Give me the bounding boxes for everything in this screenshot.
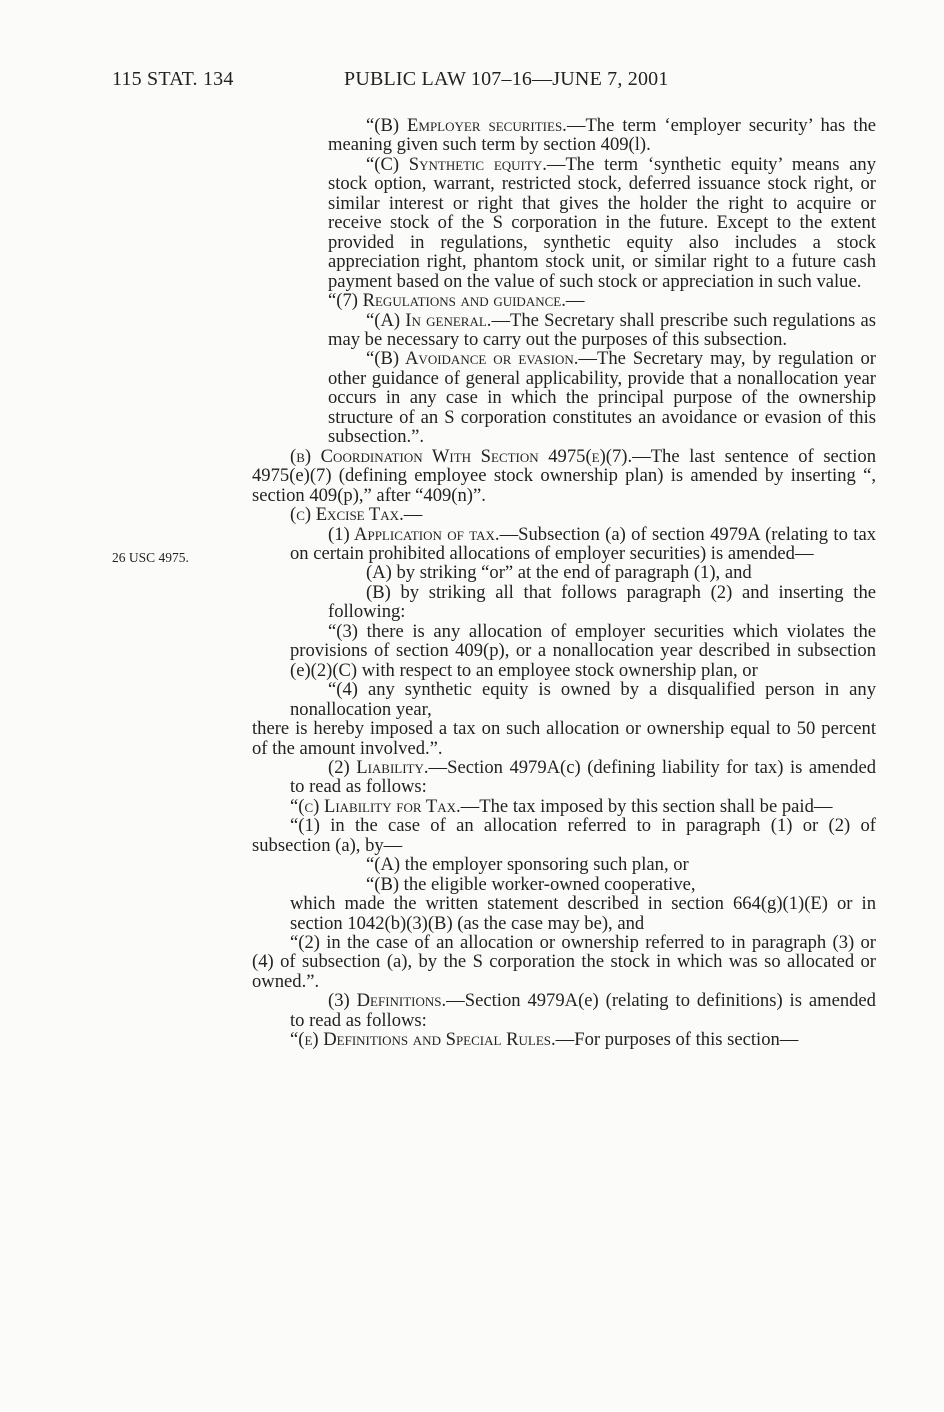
paragraph-text: —Subsection (a) of section 4979A (relating to tax on certain prohibited allocations of employer securities) is amended— (290, 523, 876, 564)
paragraph-text: —The last sentence of section 4975(e)(7) (defining employee stock ownership plan) is amended by inserting “, section 409(p),” after “409(n)”. (252, 445, 876, 506)
paragraph-text: —The tax imposed by this section shall be paid— (460, 795, 833, 817)
paragraph (252, 311, 876, 350)
paragraph-text: —The term ‘employer security’ has the meaning given such term by section 409(l). (328, 115, 876, 156)
paragraph: “(4) any synthetic equity is owned by a disqualified person in any nonallocation year, (290, 679, 876, 720)
paragraph-heading: “(B) Employer securities. (366, 115, 567, 136)
running-header: PUBLIC LAW 107–16—JUNE 7, 2001 (344, 68, 669, 90)
paragraph: “(1) in the case of an allocation referred to in paragraph (1) or (2) of subsection (a), by— (252, 815, 876, 856)
paragraph (252, 349, 876, 446)
statute-body (252, 116, 876, 1050)
paragraph-text: — (565, 290, 585, 312)
paragraph: “(A) the employer sponsoring such plan, or (366, 854, 689, 876)
paragraph-text: —The term ‘synthetic equity’ means any stock option, warrant, restricted stock, deferred issuance stock right, or similar interest or right that gives the holder the right to acquire or receive stock of the S corporation in the future. Except to the extent provided in regulations, synthetic equity also includes a stock appreciation right, phantom stock unit, or similar right to a future cash payment based on the value of such stock or appreciation in such value. (328, 153, 876, 292)
paragraph-heading: “(B) Avoidance or evasion. (366, 348, 579, 370)
paragraph: (A) by striking “or” at the end of paragraph (1), and (366, 562, 752, 584)
paragraph-text: — (403, 504, 423, 526)
paragraph: “(B) the eligible worker-owned cooperative, (366, 873, 696, 895)
paragraph (252, 155, 876, 291)
paragraph-heading: (1) Application of tax. (328, 523, 500, 545)
paragraph (252, 758, 876, 797)
paragraph-heading: (3) Definitions. (328, 990, 447, 1012)
paragraph-heading: “(A) In general. (366, 309, 492, 331)
paragraph-heading: “(7) Regulations and guidance. (328, 290, 566, 312)
paragraph (252, 991, 876, 1030)
paragraph-heading: (b) Coordination With Section 4975(e)(7). (290, 445, 633, 467)
paragraph: “(3) there is any allocation of employer securities which violates the provisions of section 409(p), or a nonallocation year described in subsection (e)(2)(C) with respect to an employee stock ownership plan, or (290, 620, 876, 681)
paragraph-heading: “(c) Liability for Tax. (290, 795, 461, 817)
paragraph-text: —For purposes of this section— (555, 1029, 799, 1051)
paragraph (252, 1030, 876, 1049)
paragraph (252, 525, 876, 564)
paragraph-text: —The Secretary shall prescribe such regulations as may be necessary to carry out the purposes of this subsection. (328, 309, 877, 350)
paragraph-text: —Section 4979A(c) (defining liability for tax) is amended to read as follows: (290, 756, 876, 798)
paragraph (252, 505, 876, 524)
paragraph-heading: “(e) Definitions and Special Rules. (290, 1029, 556, 1051)
paragraph (252, 797, 876, 816)
paragraph (252, 447, 876, 505)
paragraph-text: —Section 4979A(e) (relating to definitions) is amended to read as follows: (290, 990, 876, 1031)
paragraph: there is hereby imposed a tax on such allocation or ownership equal to 50 percent of the amount involved.”. (252, 718, 876, 759)
paragraph (252, 291, 876, 310)
paragraph-heading: “(C) Synthetic equity. (366, 153, 547, 175)
paragraph: “(2) in the case of an allocation or ownership referred to in paragraph (3) or (4) of subsection (a), by the S corporation the stock in which was so allocated or owned.”. (252, 932, 876, 992)
page-number: 115 STAT. 134 (112, 68, 234, 90)
paragraph-heading: (2) Liability. (328, 756, 429, 778)
paragraph: which made the written statement described in section 664(g)(1)(E) or in section 1042(b)(3)(B) (as the case may be), and (290, 893, 876, 934)
paragraph-heading: (c) Excise Tax. (290, 504, 404, 526)
paragraph-text: —The Secretary may, by regulation or other guidance of general applicability, provide that a nonallocation year occurs in any case in which the principal purpose of the ownership structure of an S corporation constitutes an avoidance or evasion of this subsection.”. (328, 348, 876, 448)
paragraph (252, 116, 876, 155)
paragraph: (B) by striking all that follows paragraph (2) and inserting the following: (328, 581, 876, 623)
margin-citation: 26 USC 4975. (112, 550, 189, 565)
